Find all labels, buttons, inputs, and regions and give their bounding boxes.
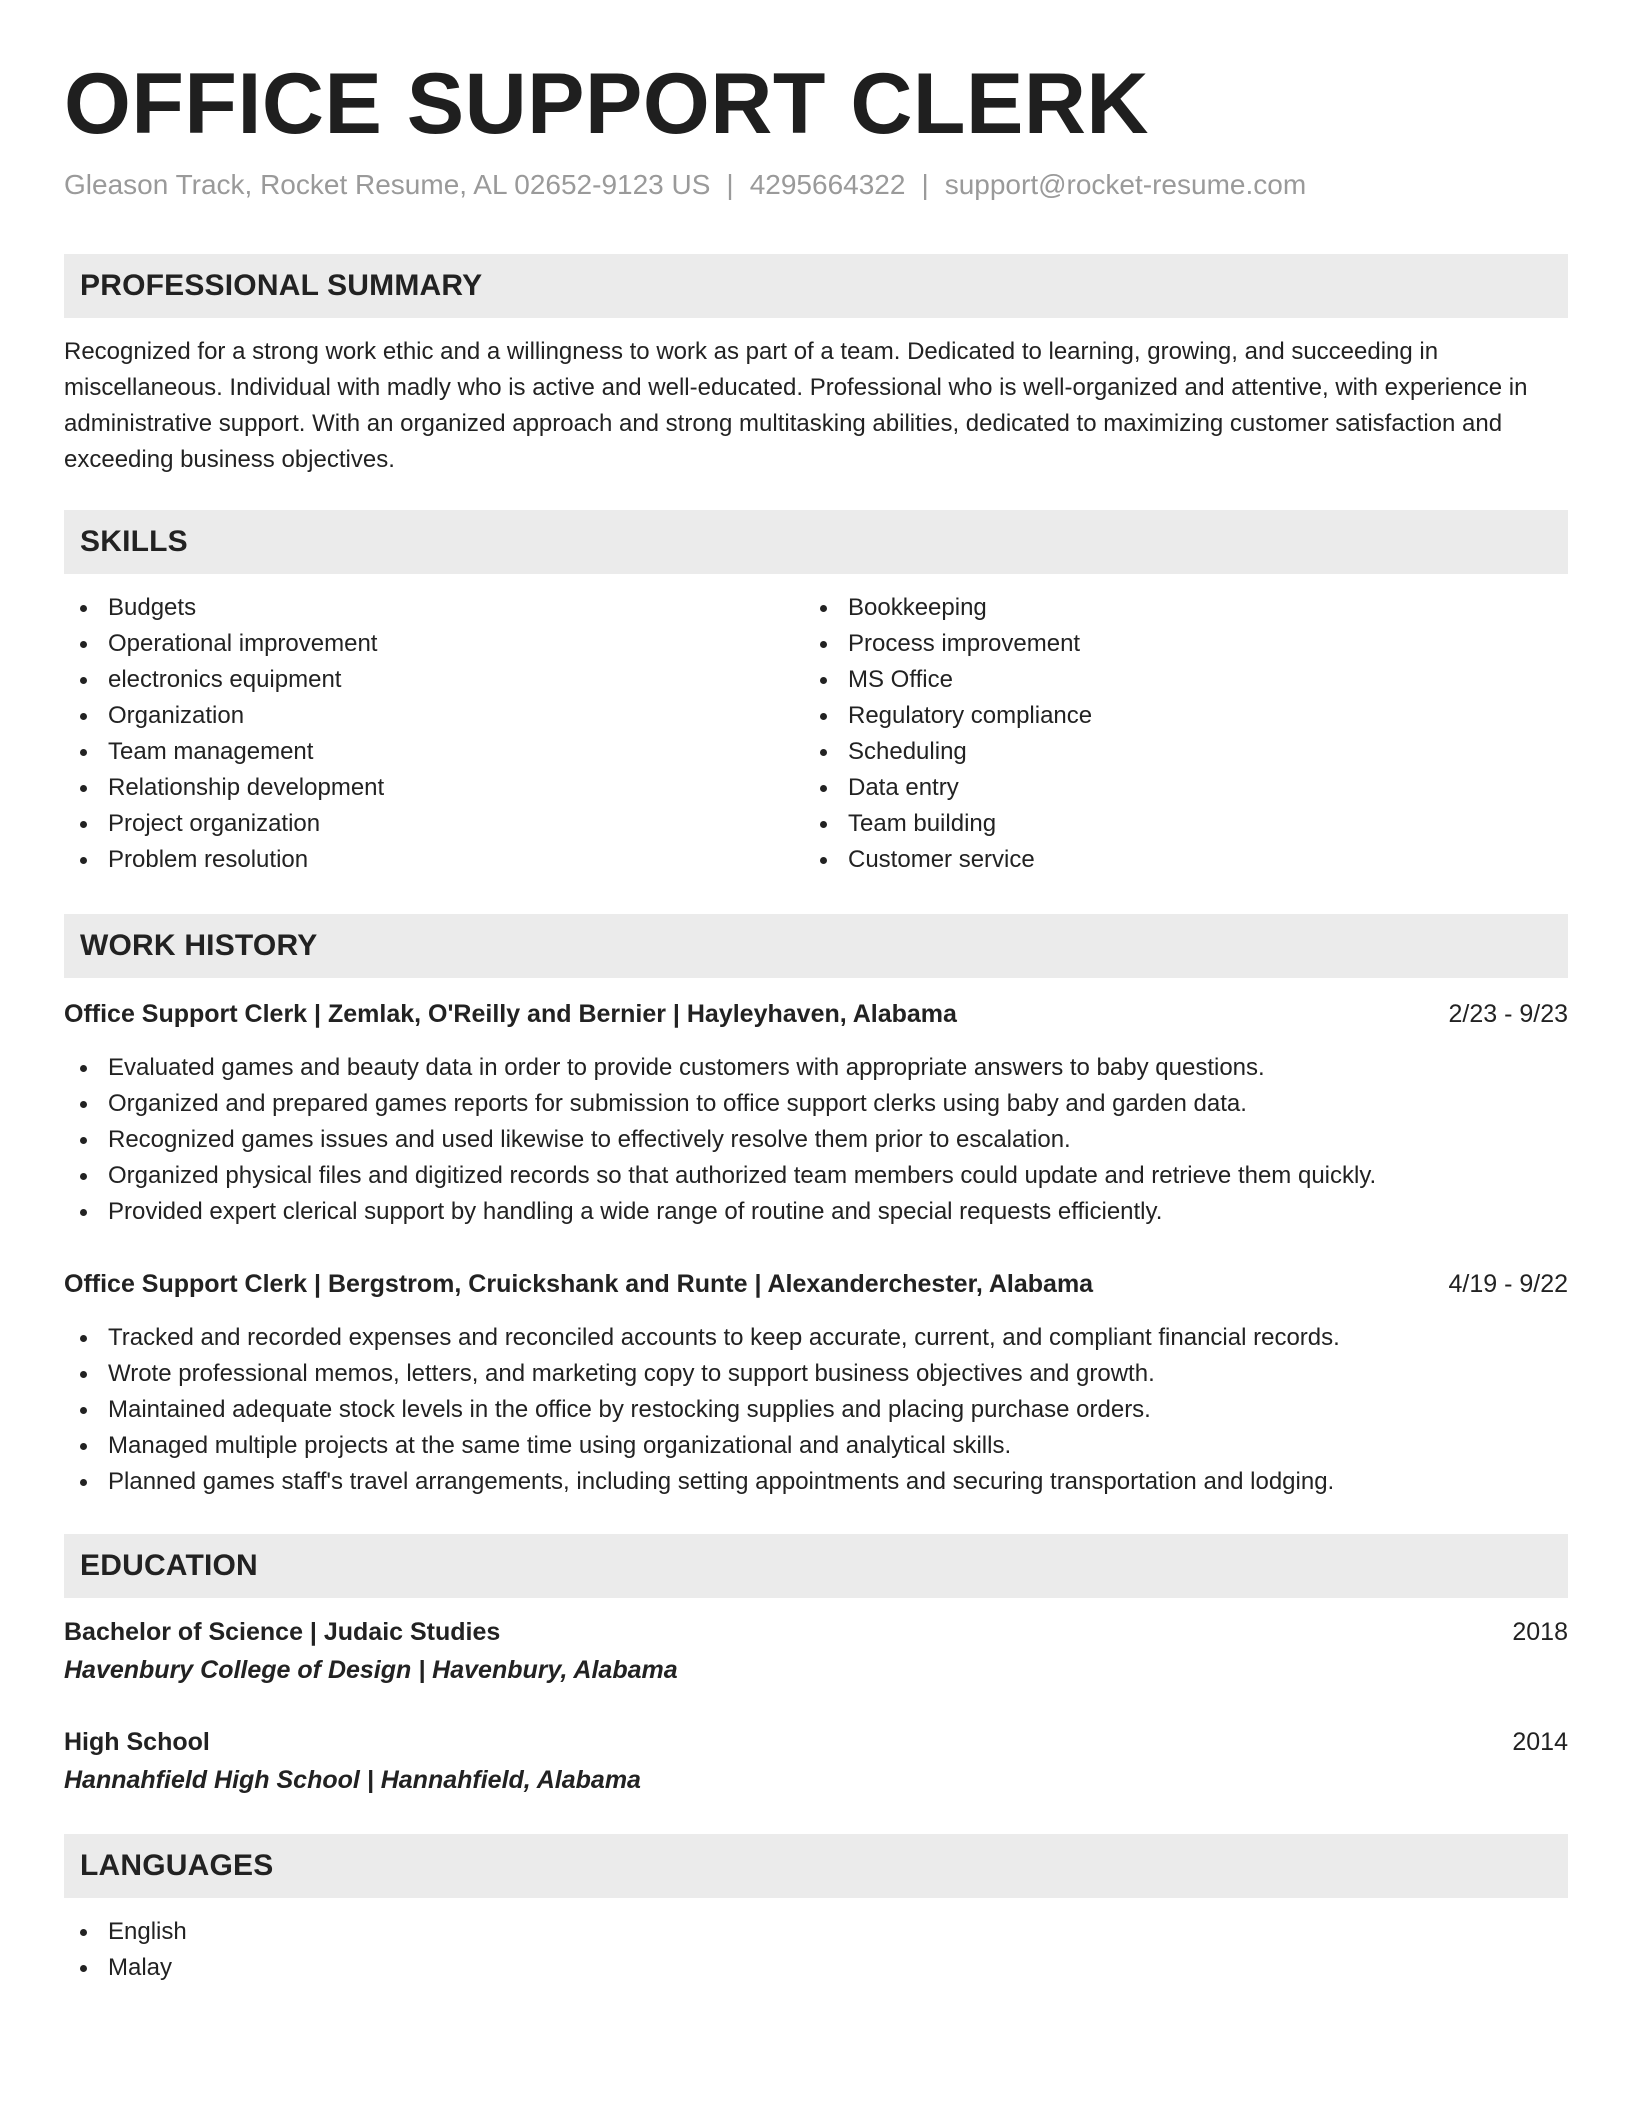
skill-item: Regulatory compliance — [804, 698, 1544, 734]
job-dates: 2/23 - 9/23 — [1448, 1000, 1568, 1028]
section-header-work-history: WORK HISTORY — [64, 914, 1568, 978]
skill-item: Process improvement — [804, 626, 1544, 662]
job-title: Office Support Clerk | Zemlak, O'Reilly and Bernier | Hayleyhaven, Alabama — [64, 1000, 957, 1028]
skills-column-left — [64, 590, 804, 878]
education-year: 2018 — [1512, 1618, 1568, 1646]
job-bullet: Evaluated games and beauty data in order to provide customers with appropriate answers to baby questions. — [64, 1050, 1568, 1086]
contact-separator: | — [726, 169, 734, 200]
education-school: Havenbury College of Design | Havenbury, Alabama — [64, 1656, 678, 1684]
job-bullet: Maintained adequate stock levels in the office by restocking supplies and placing purchase orders. — [64, 1392, 1568, 1428]
skill-item: Budgets — [64, 590, 804, 626]
job-header — [64, 1266, 1568, 1302]
skill-item: Data entry — [804, 770, 1544, 806]
education-degree: High School — [64, 1728, 210, 1756]
education-header — [64, 1724, 1568, 1760]
job-bullet: Wrote professional memos, letters, and marketing copy to support business objectives and growth. — [64, 1356, 1568, 1392]
contact-email: support@rocket-resume.com — [944, 169, 1307, 200]
job-header — [64, 996, 1568, 1032]
language-list — [64, 1914, 1568, 1986]
skill-item: Organization — [64, 698, 804, 734]
job-bullet: Planned games staff's travel arrangements, including setting appointments and securing transportation and lodging. — [64, 1464, 1568, 1500]
skill-item: Scheduling — [804, 734, 1544, 770]
skill-item: Team management — [64, 734, 804, 770]
education-school: Hannahfield High School | Hannahfield, Alabama — [64, 1766, 641, 1794]
skill-item: Project organization — [64, 806, 804, 842]
contact-line — [64, 168, 1568, 202]
contact-phone: 4295664322 — [749, 169, 906, 200]
job-bullets — [64, 1050, 1568, 1230]
contact-separator: | — [921, 169, 929, 200]
section-header-skills: SKILLS — [64, 510, 1568, 574]
job-bullet: Tracked and recorded expenses and reconciled accounts to keep accurate, current, and compliant financial records. — [64, 1320, 1568, 1356]
skills-column-right — [804, 590, 1544, 878]
job-dates: 4/19 - 9/22 — [1448, 1270, 1568, 1298]
job-bullet: Managed multiple projects at the same time using organizational and analytical skills. — [64, 1428, 1568, 1464]
job-bullets — [64, 1320, 1568, 1500]
education-entry — [64, 1724, 1568, 1800]
education-year: 2014 — [1512, 1728, 1568, 1756]
job-bullet: Organized and prepared games reports for submission to office support clerks using baby and garden data. — [64, 1086, 1568, 1122]
resume-name: OFFICE SUPPORT CLERK — [64, 56, 1150, 152]
skill-item: MS Office — [804, 662, 1544, 698]
job-bullet: Recognized games issues and used likewise to effectively resolve them prior to escalation. — [64, 1122, 1568, 1158]
education-degree: Bachelor of Science | Judaic Studies — [64, 1618, 501, 1646]
skill-item: Operational improvement — [64, 626, 804, 662]
skill-item: Bookkeeping — [804, 590, 1544, 626]
summary-text: Recognized for a strong work ethic and a willingness to work as part of a team. Dedicated to learning, growing, and succeeding in miscellaneous. Individual with madly who is active and well-educated. Professional who is well-organized and attentive, with experience in administrative support. With an organized approach and strong multitasking abilities, dedicated to maximizing customer satisfaction and exceeding business objectives. — [64, 338, 1528, 473]
job-bullet: Organized physical files and digitized records so that authorized team members could update and retrieve them quickly. — [64, 1158, 1568, 1194]
section-header-languages: LANGUAGES — [64, 1834, 1568, 1898]
skill-item: Relationship development — [64, 770, 804, 806]
skill-item: Team building — [804, 806, 1544, 842]
job-bullet: Provided expert clerical support by handling a wide range of routine and special requests efficiently. — [64, 1194, 1568, 1230]
skill-item: Customer service — [804, 842, 1544, 878]
education-header — [64, 1614, 1568, 1650]
contact-address: Gleason Track, Rocket Resume, AL 02652-9123 US — [64, 169, 711, 200]
education-entry — [64, 1614, 1568, 1690]
section-header-summary: PROFESSIONAL SUMMARY — [64, 254, 1568, 318]
job-entry — [64, 996, 1568, 1230]
skill-item: electronics equipment — [64, 662, 804, 698]
job-title: Office Support Clerk | Bergstrom, Cruickshank and Runte | Alexanderchester, Alabama — [64, 1270, 1094, 1298]
skills-grid — [64, 590, 1568, 878]
language-item: Malay — [64, 1950, 1568, 1986]
skill-item: Problem resolution — [64, 842, 804, 878]
language-item: English — [64, 1914, 1568, 1950]
section-header-education: EDUCATION — [64, 1534, 1568, 1598]
job-entry — [64, 1266, 1568, 1500]
